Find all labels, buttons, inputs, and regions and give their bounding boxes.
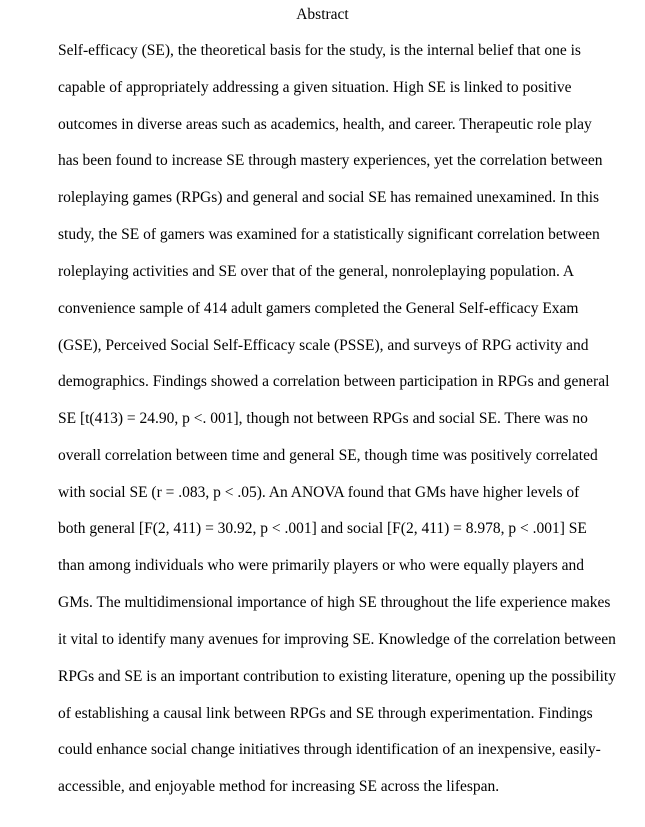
abstract-line: demographics. Findings showed a correlation between participation in RPGs and general [58,373,610,390]
abstract-line: overall correlation between time and general SE, though time was positively correlated [58,447,598,464]
abstract-line: RPGs and SE is an important contribution to existing literature, opening up the possibility [58,668,616,685]
abstract-line: roleplaying activities and SE over that of the general, nonroleplaying population. A [58,263,575,280]
abstract-line: SE [t(413) = 24.90, p <. 001], though not between RPGs and social SE. There was no [58,410,588,427]
abstract-heading: Abstract [296,6,349,23]
abstract-line: than among individuals who were primarily players or who were equally players and [58,557,584,574]
abstract-line: Self-efficacy (SE), the theoretical basis for the study, is the internal belief that one is [58,42,581,59]
abstract-line: both general [F(2, 411) = 30.92, p < .001] and social [F(2, 411) = 8.978, p < .001] SE [58,520,587,537]
abstract-line: convenience sample of 414 adult gamers completed the General Self-efficacy Exam [58,300,579,317]
abstract-line: of establishing a causal link between RPGs and SE through experimentation. Findings [58,705,593,722]
abstract-line: it vital to identify many avenues for improving SE. Knowledge of the correlation between [58,631,616,648]
abstract-line: with social SE (r = .083, p < .05). An ANOVA found that GMs have higher levels of [58,484,580,501]
abstract-line: GMs. The multidimensional importance of high SE throughout the life experience makes [58,594,611,611]
abstract-line: capable of appropriately addressing a given situation. High SE is linked to positive [58,79,572,96]
abstract-line: study, the SE of gamers was examined for a statistically significant correlation between [58,226,600,243]
abstract-line: (GSE), Perceived Social Self-Efficacy scale (PSSE), and surveys of RPG activity and [58,337,589,354]
abstract-line: has been found to increase SE through mastery experiences, yet the correlation between [58,152,603,169]
abstract-line: outcomes in diverse areas such as academics, health, and career. Therapeutic role play [58,116,592,133]
abstract-line: roleplaying games (RPGs) and general and social SE has remained unexamined. In this [58,189,600,206]
abstract-line: could enhance social change initiatives through identification of an inexpensive, easily- [58,741,601,758]
abstract-line: accessible, and enjoyable method for increasing SE across the lifespan. [58,778,500,795]
